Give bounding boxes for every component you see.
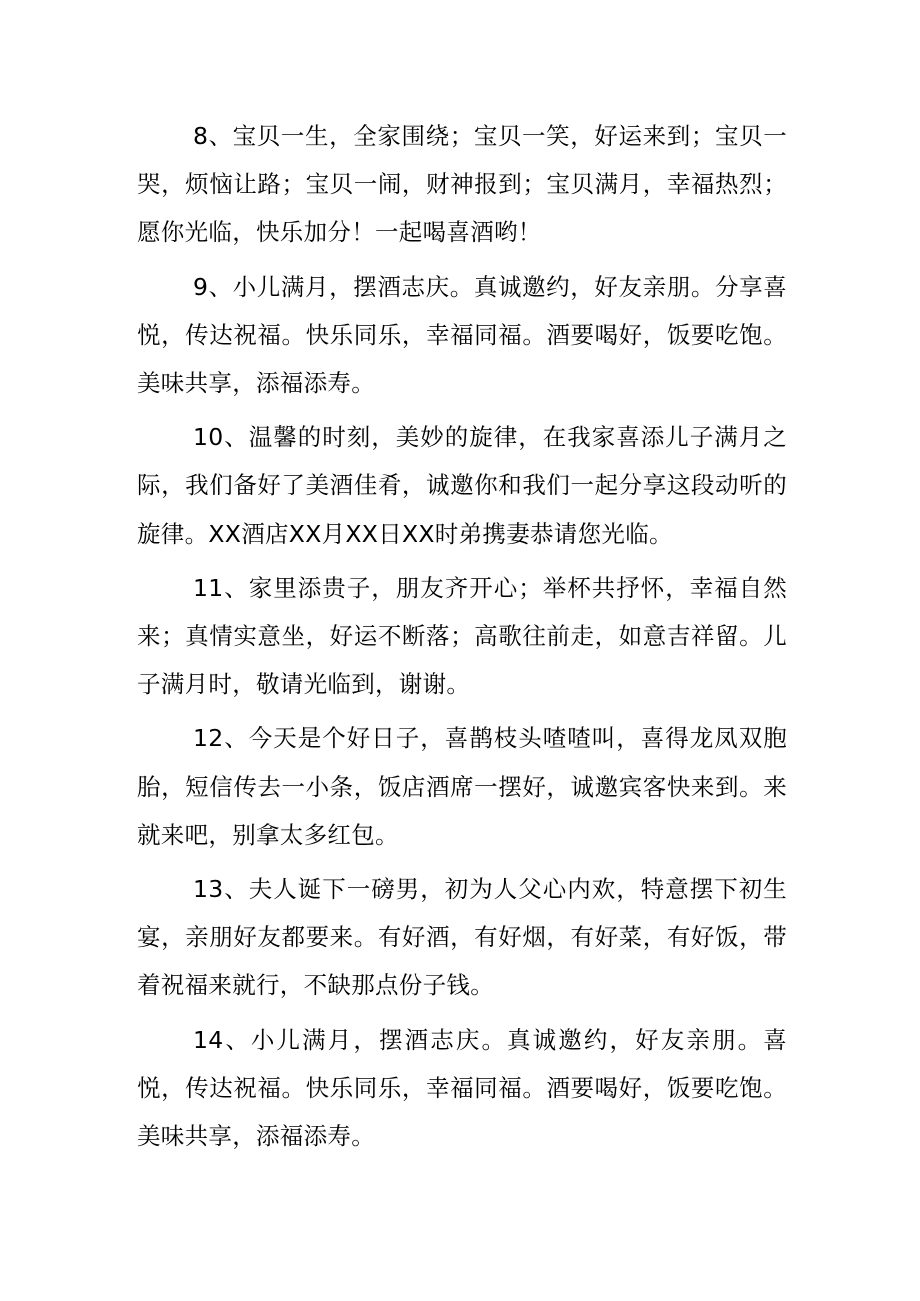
paragraph-10: 10、温馨的时刻，美妙的旋律，在我家喜添儿子满月之际，我们备好了美酒佳肴，诚邀你和我们一起分享这段动听的旋律。XX酒店XX月XX日XX时弟携妻恭请您光临。 xyxy=(137,423,787,548)
paragraph-8: 8、宝贝一生，全家围绕；宝贝一笑，好运来到；宝贝一哭，烦恼让路；宝贝一闹，财神报到；宝贝满月，幸福热烈；愿你光临，快乐加分！一起喝喜酒哟！ xyxy=(137,122,787,247)
paragraph-13: 13、夫人诞下一磅男，初为人父心内欢，特意摆下初生宴，亲朋好友都要来。有好酒，有好烟，有好菜，有好饭，带着祝福来就行，不缺那点份子钱。 xyxy=(137,875,787,1000)
paragraph-11: 11、家里添贵子，朋友齐开心；举杯共抒怀，幸福自然来；真情实意坐，好运不断落；高歌往前走，如意吉祥留。儿子满月时，敬请光临到，谢谢。 xyxy=(137,573,787,699)
document-page xyxy=(137,112,787,1166)
paragraph-12: 12、今天是个好日子，喜鹊枝头喳喳叫，喜得龙凤双胞胎，短信传去一小条，饭店酒席一摆好，诚邀宾客快来到。来就来吧，别拿太多红包。 xyxy=(137,724,787,849)
paragraph-9: 9、小儿满月，摆酒志庆。真诚邀约，好友亲朋。分享喜悦，传达祝福。快乐同乐，幸福同福。酒要喝好，饭要吃饱。美味共享，添福添寿。 xyxy=(137,272,787,398)
paragraph-14: 14、小儿满月，摆酒志庆。真诚邀约，好友亲朋。喜悦，传达祝福。快乐同乐，幸福同福。酒要喝好，饭要吃饱。美味共享，添福添寿。 xyxy=(137,1025,787,1151)
